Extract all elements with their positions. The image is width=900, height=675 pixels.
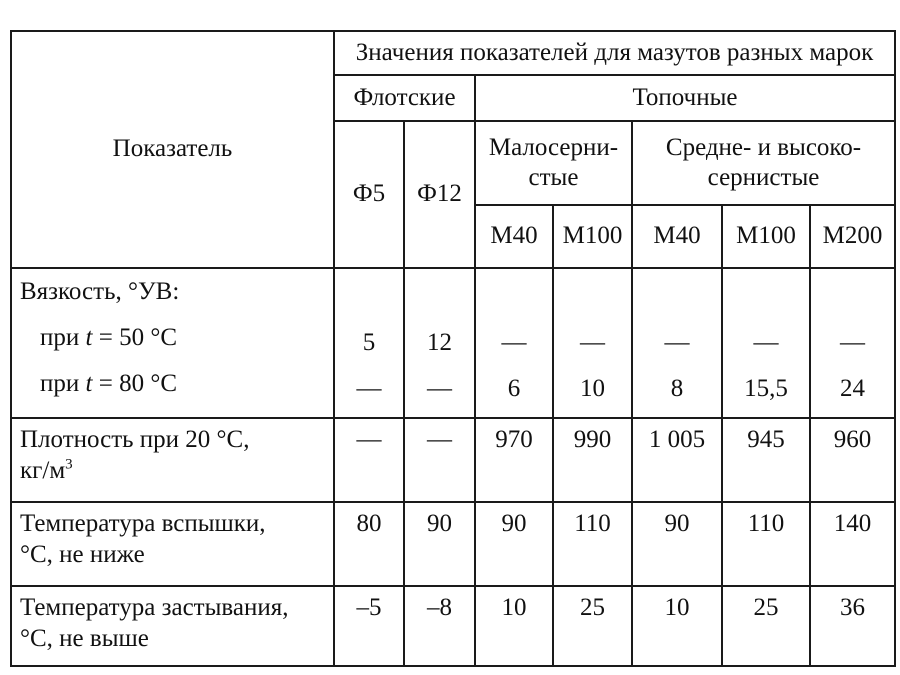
low-sulfur-header — [475, 121, 632, 205]
grade-header-m100-low: М100 — [553, 205, 632, 268]
grade-header-m100-high: М100 — [722, 205, 810, 268]
viscosity-at80-prefix: при — [40, 370, 86, 397]
pour-point-value-m100-low: 25 — [553, 586, 632, 666]
grade-header-m200-high: М200 — [810, 205, 895, 268]
viscosity-at50-value: — — [753, 329, 779, 356]
flash-point-value-m100-low: 110 — [553, 502, 632, 586]
viscosity-values-m200-high — [810, 268, 895, 418]
viscosity-at50-value: — — [580, 329, 605, 356]
viscosity-at50-value: — — [664, 329, 690, 356]
density-value-m100-low: 990 — [553, 418, 632, 502]
viscosity-values-m40-high — [632, 268, 722, 418]
grade-header-f5: Ф5 — [334, 121, 404, 268]
viscosity-at50-value: 5 — [362, 329, 376, 356]
pour-point-value-m40-low: 10 — [475, 586, 553, 666]
pour-point-label-cell — [11, 586, 334, 666]
pour-point-value-f12: –8 — [404, 586, 475, 666]
density-value-m200-high: 960 — [810, 418, 895, 502]
density-value-m40-low: 970 — [475, 418, 553, 502]
flash-point-label-line1: Температура вспышки, — [20, 510, 266, 537]
viscosity-at50-suffix: = 50 °С — [92, 324, 177, 351]
med-high-sulfur-header — [632, 121, 895, 205]
viscosity-at80-suffix: = 80 °С — [92, 370, 177, 397]
grade-header-m40-low: М40 — [475, 205, 553, 268]
flash-point-value-m200-high: 140 — [810, 502, 895, 586]
pour-point-label-line1: Температура застывания, — [20, 594, 289, 621]
pour-point-value-m100-high: 25 — [722, 586, 810, 666]
viscosity-at80-value: — — [427, 375, 452, 402]
viscosity-at80-value: 8 — [670, 375, 684, 402]
grade-header-f12: Ф12 — [404, 121, 475, 268]
density-unit-exponent: 3 — [65, 456, 73, 473]
density-value-m100-high: 945 — [722, 418, 810, 502]
viscosity-at80-label — [20, 361, 333, 407]
flash-point-value-m40-low: 90 — [475, 502, 553, 586]
flash-point-label-line2: °С, не ниже — [20, 540, 145, 568]
low-sulfur-header-line2: стые — [528, 164, 579, 191]
viscosity-values-m100-high — [722, 268, 810, 418]
flash-point-label-cell — [11, 502, 334, 586]
flash-point-value-f5: 80 — [334, 502, 404, 586]
fuel-oil-properties-table — [10, 30, 896, 667]
viscosity-at50-value: — — [840, 329, 866, 356]
pour-point-value-m200-high: 36 — [810, 586, 895, 666]
marine-group-header: Флотские — [334, 75, 475, 121]
viscosity-at80-value: 24 — [840, 375, 866, 402]
density-label-line1: Плотность при 20 °С, — [20, 426, 250, 453]
viscosity-at50-value: — — [501, 329, 527, 356]
viscosity-at80-var: t — [85, 370, 93, 397]
grade-header-m40-high: М40 — [632, 205, 722, 268]
pour-point-value-f5: –5 — [334, 586, 404, 666]
viscosity-at80-value: 10 — [580, 375, 605, 402]
density-value-f5: — — [334, 418, 404, 502]
density-value-f12: — — [404, 418, 475, 502]
viscosity-label: Вязкость, °УВ: — [20, 278, 180, 305]
viscosity-at50-var: t — [85, 324, 93, 351]
flash-point-value-m100-high: 110 — [722, 502, 810, 586]
viscosity-at50-prefix: при — [40, 324, 86, 351]
viscosity-at50-label — [20, 315, 333, 361]
viscosity-label-cell — [11, 268, 334, 418]
flash-point-value-f12: 90 — [404, 502, 475, 586]
viscosity-at80-value: 15,5 — [744, 375, 788, 402]
med-high-sulfur-header-line1: Средне- и высоко- — [665, 133, 862, 161]
viscosity-values-m40-low — [475, 268, 553, 418]
density-label-cell — [11, 418, 334, 502]
density-label-line2 — [20, 456, 333, 487]
density-unit: кг/м — [20, 456, 66, 484]
density-value-m40-high: 1 005 — [632, 418, 722, 502]
viscosity-values-m100-low — [553, 268, 632, 418]
flash-point-value-m40-high: 90 — [632, 502, 722, 586]
furnace-group-header: Топочные — [475, 75, 895, 121]
viscosity-at80-value: — — [356, 375, 382, 402]
pour-point-label-line2: °С, не выше — [20, 624, 149, 652]
viscosity-values-f12 — [404, 268, 475, 418]
med-high-sulfur-header-line2: сернистые — [707, 164, 820, 191]
viscosity-at80-value: 6 — [507, 375, 521, 402]
viscosity-values-f5 — [334, 268, 404, 418]
pour-point-value-m40-high: 10 — [632, 586, 722, 666]
values-header: Значения показателей для мазутов разных марок — [334, 31, 895, 75]
indicator-header: Показатель — [11, 31, 334, 268]
low-sulfur-header-line1: Малосерни- — [488, 133, 619, 161]
viscosity-at50-value: 12 — [427, 329, 452, 356]
